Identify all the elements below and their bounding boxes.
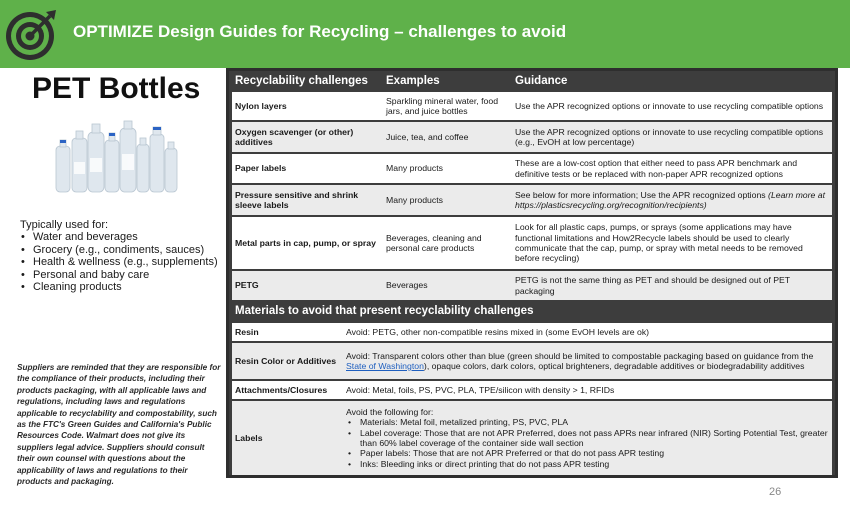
material-text [346,343,830,379]
resin-color-text: ), opaque colors, dark colors, optical brighteners, degradable additives or biodegradability additives [423,361,805,371]
material-text: Avoid: PETG, other non-compatible resins mixed in (some EvOH levels are ok) [346,326,650,337]
state-of-washington-link[interactable]: State of Washington [346,361,424,371]
table-row [232,154,832,183]
examples-cell: Sparkling mineral water, food jars, and juice bottles [386,95,499,116]
material-label: Labels [235,432,263,443]
resin-color-text: Avoid: Transparent colors other than blue (green should be limited to compostable packaging based on guidance from the [346,350,814,361]
guidance-cell: Look for all plastic caps, pumps, or sprays (some applications may have functional limitations and How2Recycle labels should be used to clearly communicate that the cap, pump, or spray with metal needs to be removed before recycling) [515,222,803,264]
examples-cell: Juice, tea, and coffee [386,131,469,142]
challenge-cell: Nylon layers [235,100,287,111]
guidance-cell: Use the APR recognized options or innovate to use recycling compatible options [515,100,824,111]
material-text [346,401,830,475]
table-row [232,217,832,269]
labels-intro: Avoid the following for: [346,406,434,417]
table-row [232,343,832,379]
legal-disclaimer: Suppliers are reminded that they are responsible for the compliance of their products, including their products packaging, with all applicable laws and regulations, including laws and regulations applicable to recyclability and compostability, such as the FTC's Green Guides and California's Public Resources Code. Walmart does not give its suppliers legal advice. Suppliers should consult their own counsel with questions about the applicability of laws and regulations to their products and packaging. [17,363,221,487]
challenge-cell: Pressure sensitive and shrink sleeve labels [235,189,359,210]
column-header: Examples [386,75,440,87]
table-row [232,323,832,341]
table-row [232,381,832,399]
materials-heading: Materials to avoid that present recyclability challenges [235,305,534,317]
table-row [232,122,832,152]
table-row [232,271,832,300]
list-item: • Water and beverages [20,231,218,243]
uses-list [20,219,218,293]
list-item: • Health & wellness (e.g., supplements) [20,256,218,268]
examples-cell: Many products [386,163,443,174]
challenge-cell: PETG [235,280,259,291]
list-item: • Personal and baby care [20,269,218,281]
list-item: • Inks: Bleeding inks or direct printing that do not pass APR testing [346,459,830,469]
target-icon [4,6,60,62]
guidance-cell: PETG is not the same thing as PET and should be designed out of PET packaging [515,275,790,296]
material-label: Attachments/Closures [235,384,328,395]
guidance-text: See below for more information; Use the APR recognized options [515,189,766,200]
table-row [232,92,832,120]
uses-heading: Typically used for: [20,219,109,231]
page-title: OPTIMIZE Design Guides for Recycling – challenges to avoid [73,22,567,41]
materials-header [229,301,835,323]
examples-cell: Many products [386,194,443,205]
pet-bottles-image [50,118,180,196]
table-row [232,185,832,215]
table-row [232,401,832,475]
material-label: Resin Color or Additives [235,355,337,366]
challenge-cell: Metal parts in cap, pump, or spray [235,237,376,248]
guidance-cell [515,185,829,215]
list-item: • Materials: Metal foil, metalized printing, PS, PVC, PLA [346,417,830,427]
header-bar [0,0,850,68]
guidance-cell: These are a low-cost option that either need to pass APR benchmark and definitive tests or be replaced with non-paper APR recognized options [515,158,798,179]
page-number: 26 [769,486,782,498]
material-label: Resin [235,326,259,337]
column-header: Guidance [515,75,568,87]
table-header [229,71,835,92]
list-item: • Paper labels: Those that are not APR Preferred or that do not pass APR testing [346,448,830,458]
examples-cell: Beverages [386,280,428,291]
list-item: • Cleaning products [20,281,218,293]
examples-cell: Beverages, cleaning and personal care products [386,232,482,253]
list-item: • Label coverage: Those that are not APR Preferred, does not pass APRs near infrared (NIR) Sorting Potential Test, greater than 60% label coverage of the container side wall section [346,428,830,449]
challenge-cell: Paper labels [235,163,287,174]
section-title: PET Bottles [32,72,201,105]
column-header: Recyclability challenges [235,75,368,87]
list-item: • Grocery (e.g., condiments, sauces) [20,244,218,256]
guidance-link-note: (Learn more at https://plasticsrecycling.org/recognition/recipients) [515,189,826,210]
challenge-cell: Oxygen scavenger (or other) additives [235,126,354,147]
guidance-cell: Use the APR recognized options or innovate to use recycling compatible options (e.g., EvOH at low percentage) [515,126,824,147]
recyclability-table [226,68,838,478]
material-text: Avoid: Metal, foils, PS, PVC, PLA, TPE/silicon with density > 1, RFIDs [346,384,615,395]
